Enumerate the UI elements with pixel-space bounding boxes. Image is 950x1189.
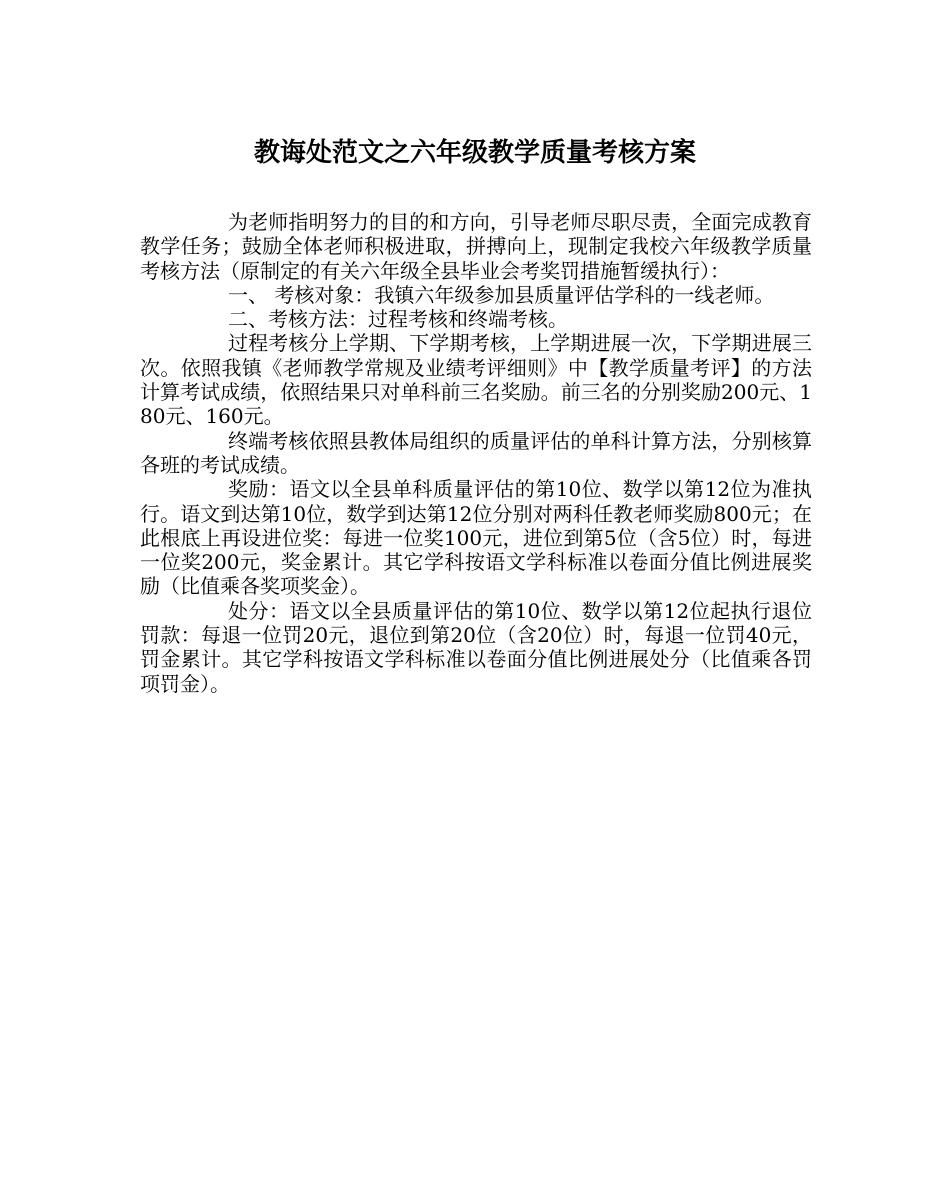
paragraph-assessment-method: 二、考核方法：过程考核和终端考核。	[228, 307, 568, 332]
document-body	[140, 210, 812, 696]
paragraph-process-assessment: 过程考核分上学期、下学期考核，上学期进展一次，下学期进展三次。依照我镇《老师教学常规及业绩考评细则》中【教学质量考评】的方法计算考试成绩，依照结果只对单科前三名奖励。前三名的分别奖励200元、180元、160元。	[140, 331, 812, 429]
document-title: 教诲处范文之六年级教学质量考核方案	[253, 138, 696, 168]
paragraph-intro: 为老师指明努力的目的和方向，引导老师尽职尽责，全面完成教育教学任务；鼓励全体老师积极进取，拼搏向上，现制定我校六年级教学质量考核方法（原制定的有关六年级全县毕业会考奖罚措施暂缓执行）：	[140, 210, 812, 283]
paragraph-final-assessment: 终端考核依照县教体局组织的质量评估的单科计算方法，分别核算各班的考试成绩。	[140, 428, 812, 477]
paragraph-rewards: 奖励：语文以全县单科质量评估的第10位、数学以第12位为准执行。语文到达第10位，数学到达第12位分别对两科任教老师奖励800元；在此根底上再设进位奖：每进一位奖100元，进位到第5位（含5位）时，每进一位奖200元，奖金累计。其它学科按语文学科标准以卷面分值比例进展奖励（比值乘各奖项奖金）。	[140, 477, 812, 599]
paragraph-assessment-target: 一、 考核对象：我镇六年级参加县质量评估学科的一线老师。	[228, 282, 775, 307]
paragraph-penalties: 处分：语文以全县质量评估的第10位、数学以第12位起执行退位罚款：每退一位罚20元，退位到第20位（含20位）时，每退一位罚40元，罚金累计。其它学科按语文学科标准以卷面分值比例进展处分（比值乘各罚项罚金）。	[140, 598, 812, 696]
